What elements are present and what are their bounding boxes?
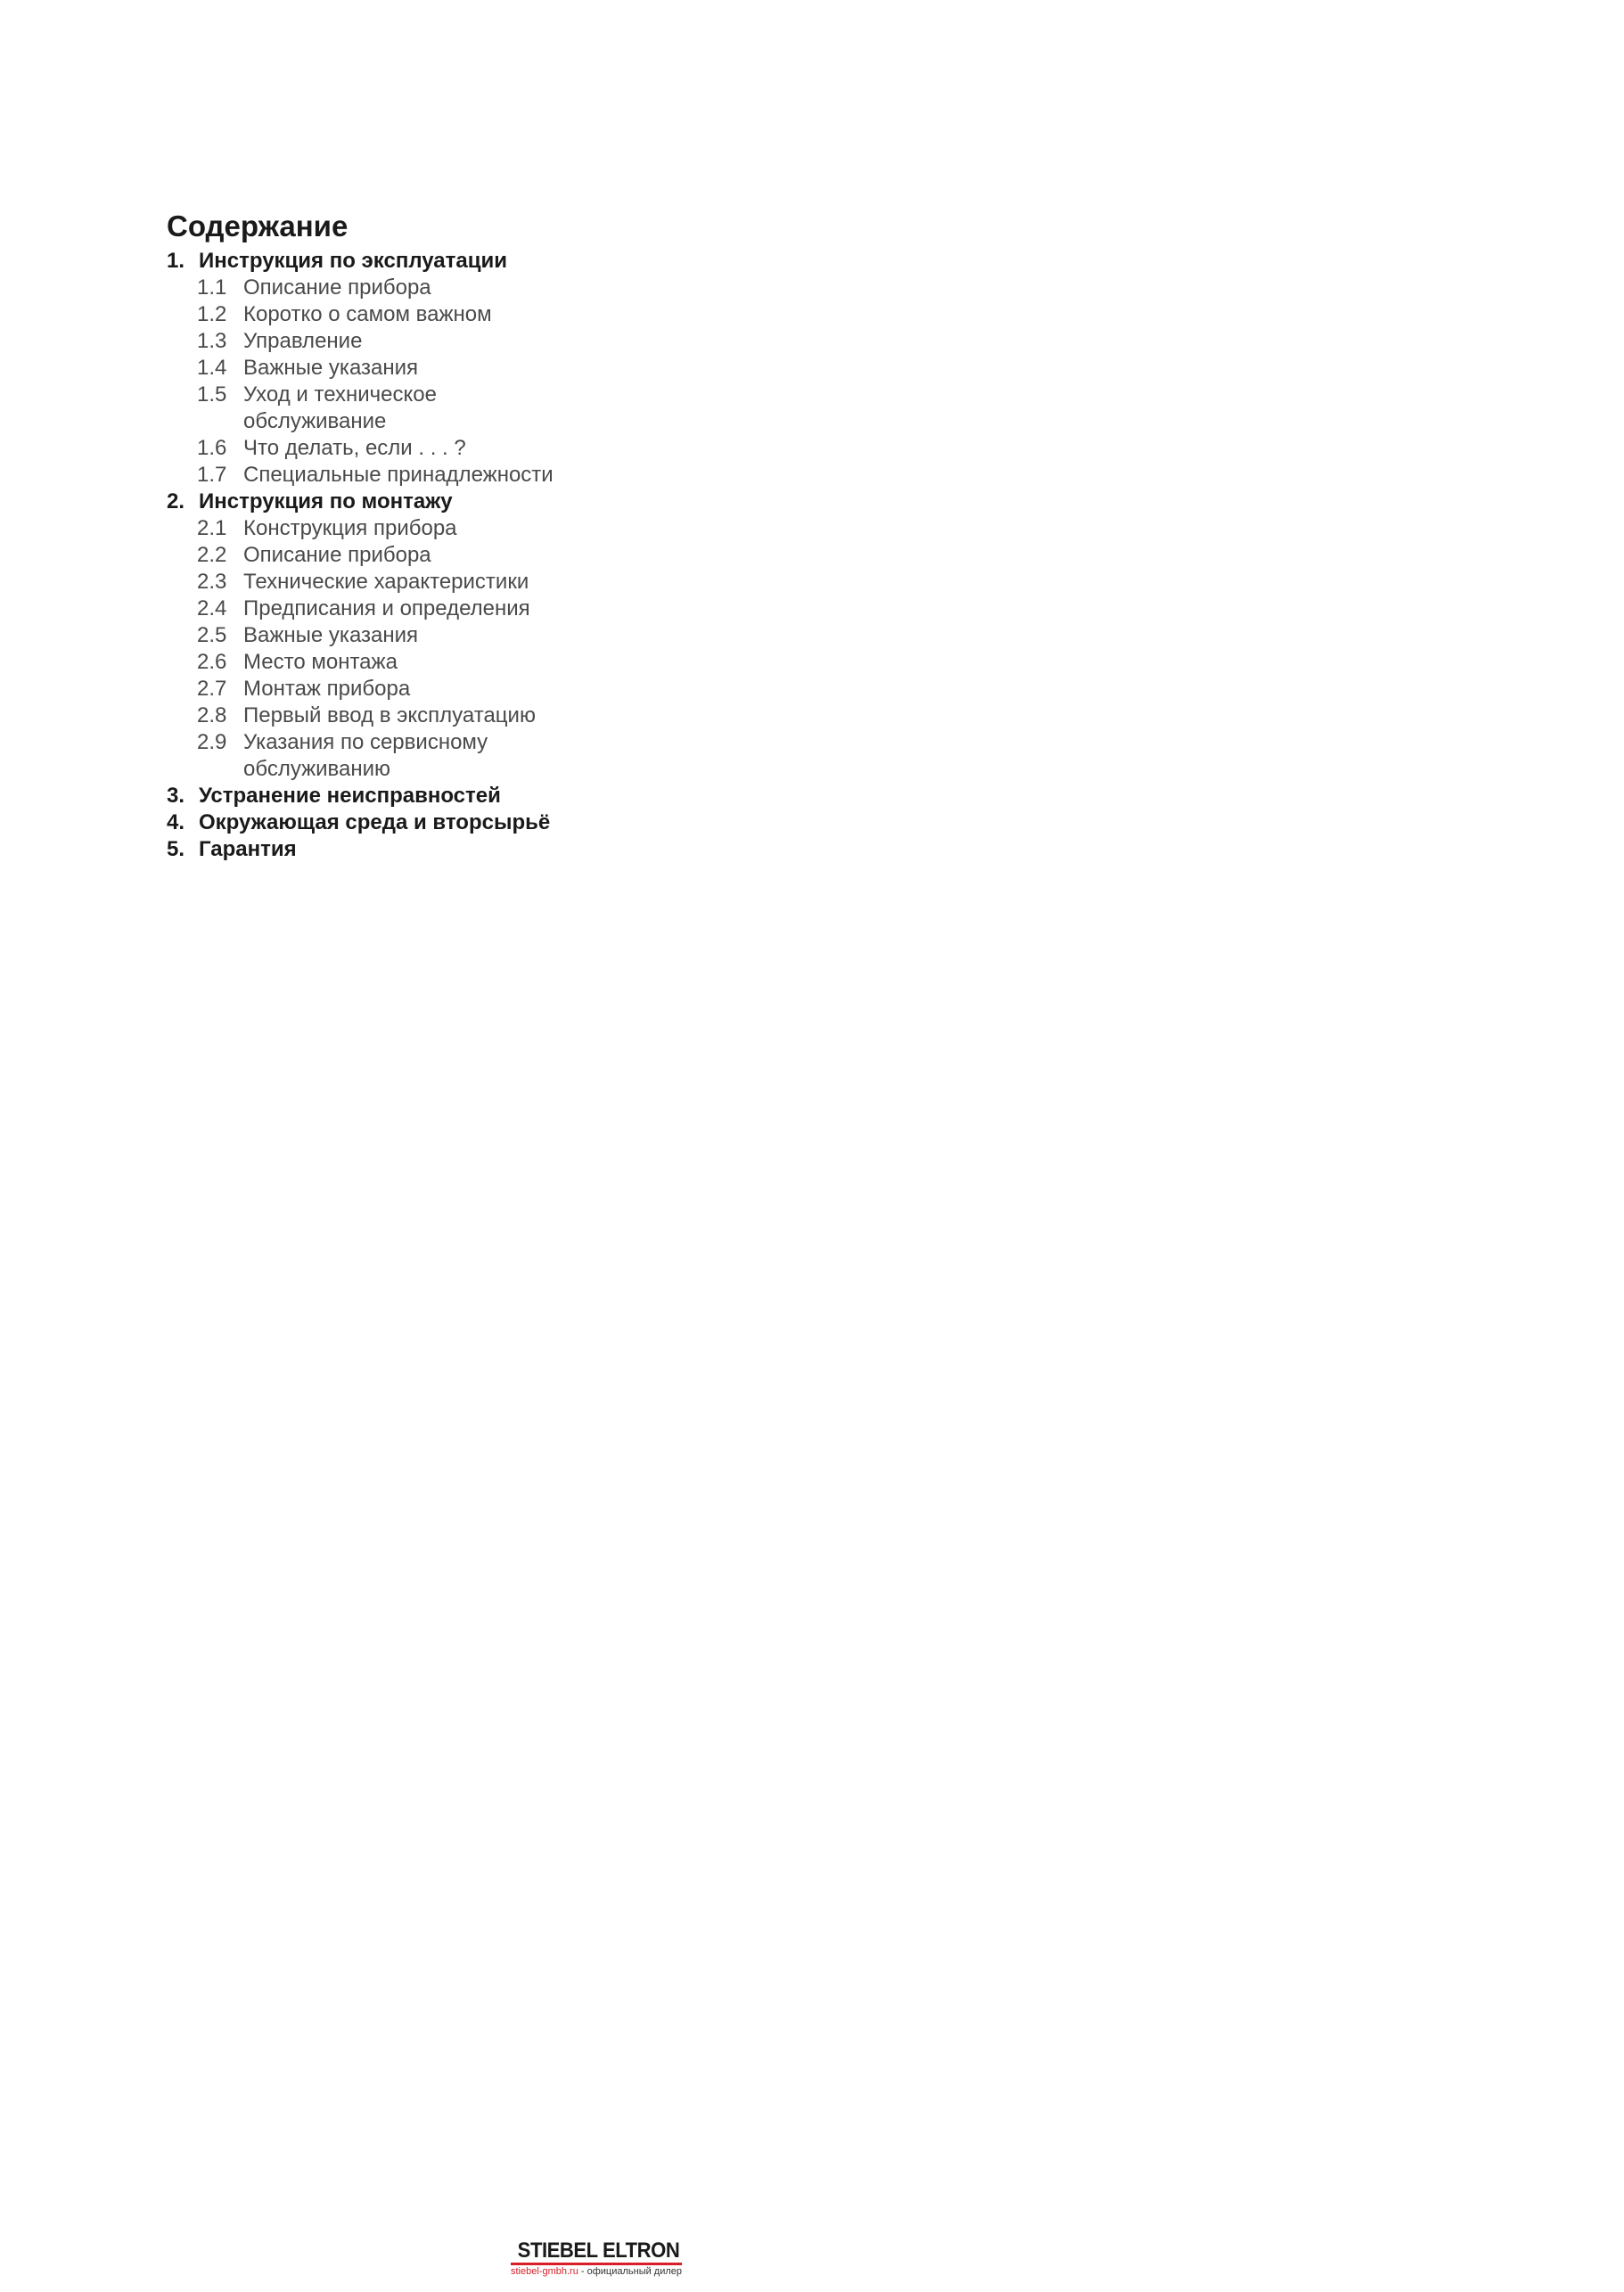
item-number: 1.3 [197,329,227,353]
item-number: 2.7 [197,677,227,701]
item-label: Монтаж прибора [243,677,411,701]
item-label: Место монтажа [243,650,398,674]
section-label: Гарантия [199,837,297,861]
item-label: Коротко о самом важном [243,302,492,326]
toc-item[interactable] [167,729,719,783]
item-number: 2.9 [197,730,227,754]
item-label: Предписания и определения [243,596,530,620]
item-number: 1.5 [197,382,227,407]
section-label: Устранение неисправностей [199,784,501,808]
item-label: Первый ввод в эксплуатацию [243,703,536,727]
item-number: 1.2 [197,302,227,326]
toc-section[interactable] [167,489,719,515]
item-label: Что делать, если . . . ? [243,436,466,460]
toc-section[interactable] [167,248,719,275]
item-label: Конструкция прибора [243,516,457,540]
item-number: 2.6 [197,650,227,674]
section-number: 5. [167,837,185,861]
item-number: 1.4 [197,356,227,380]
toc-item[interactable] [167,462,719,489]
item-number: 1.1 [197,275,227,300]
item-label: Важные указания [243,623,419,647]
section-number: 1. [167,249,185,273]
dealer-site-link[interactable]: stiebel-gmbh.ru [511,2266,578,2277]
section-label: Окружающая среда и вторсырьё [199,810,551,834]
item-number: 2.2 [197,543,227,567]
brand-logo [511,2239,682,2278]
section-number: 2. [167,489,185,513]
item-number: 2.1 [197,516,227,540]
section-number: 4. [167,810,185,834]
item-label: Уход и техническое обслуживание [243,382,437,433]
toc-item[interactable] [167,649,719,676]
toc-item[interactable] [167,569,719,596]
section-label: Инструкция по монтажу [199,489,453,513]
item-number: 2.4 [197,596,227,620]
toc-item[interactable] [167,355,719,382]
section-number: 3. [167,784,185,808]
item-number: 1.6 [197,436,227,460]
dealer-caption [511,2265,682,2278]
section-label: Инструкция по эксплуатации [199,249,508,273]
toc-item[interactable] [167,622,719,649]
toc-section[interactable] [167,836,719,863]
item-number: 2.5 [197,623,227,647]
toc-item[interactable] [167,382,719,435]
toc-item[interactable] [167,676,719,702]
item-label: Важные указания [243,356,419,380]
item-label: Технические характеристики [243,570,529,594]
toc-section[interactable] [167,783,719,809]
item-label: Управление [243,329,363,353]
logo-text: STIEBEL ELTRON [517,2239,680,2263]
item-label: Указания по сервисному обслуживанию [243,730,488,781]
item-label: Специальные принадлежности [243,463,554,487]
item-label: Описание прибора [243,275,431,300]
item-number: 2.8 [197,703,227,727]
toc-item[interactable] [167,596,719,622]
table-of-contents [167,207,719,863]
item-label: Описание прибора [243,543,431,567]
toc-item[interactable] [167,542,719,569]
item-number: 2.3 [197,570,227,594]
toc-item[interactable] [167,301,719,328]
item-number: 1.7 [197,463,227,487]
toc-item[interactable] [167,435,719,462]
toc-item[interactable] [167,275,719,301]
toc-item[interactable] [167,515,719,542]
toc-item[interactable] [167,702,719,729]
toc-item[interactable] [167,328,719,355]
toc-section[interactable] [167,809,719,836]
toc-title: Содержание [167,209,349,242]
dealer-tagline: - официальный дилер [578,2266,683,2277]
